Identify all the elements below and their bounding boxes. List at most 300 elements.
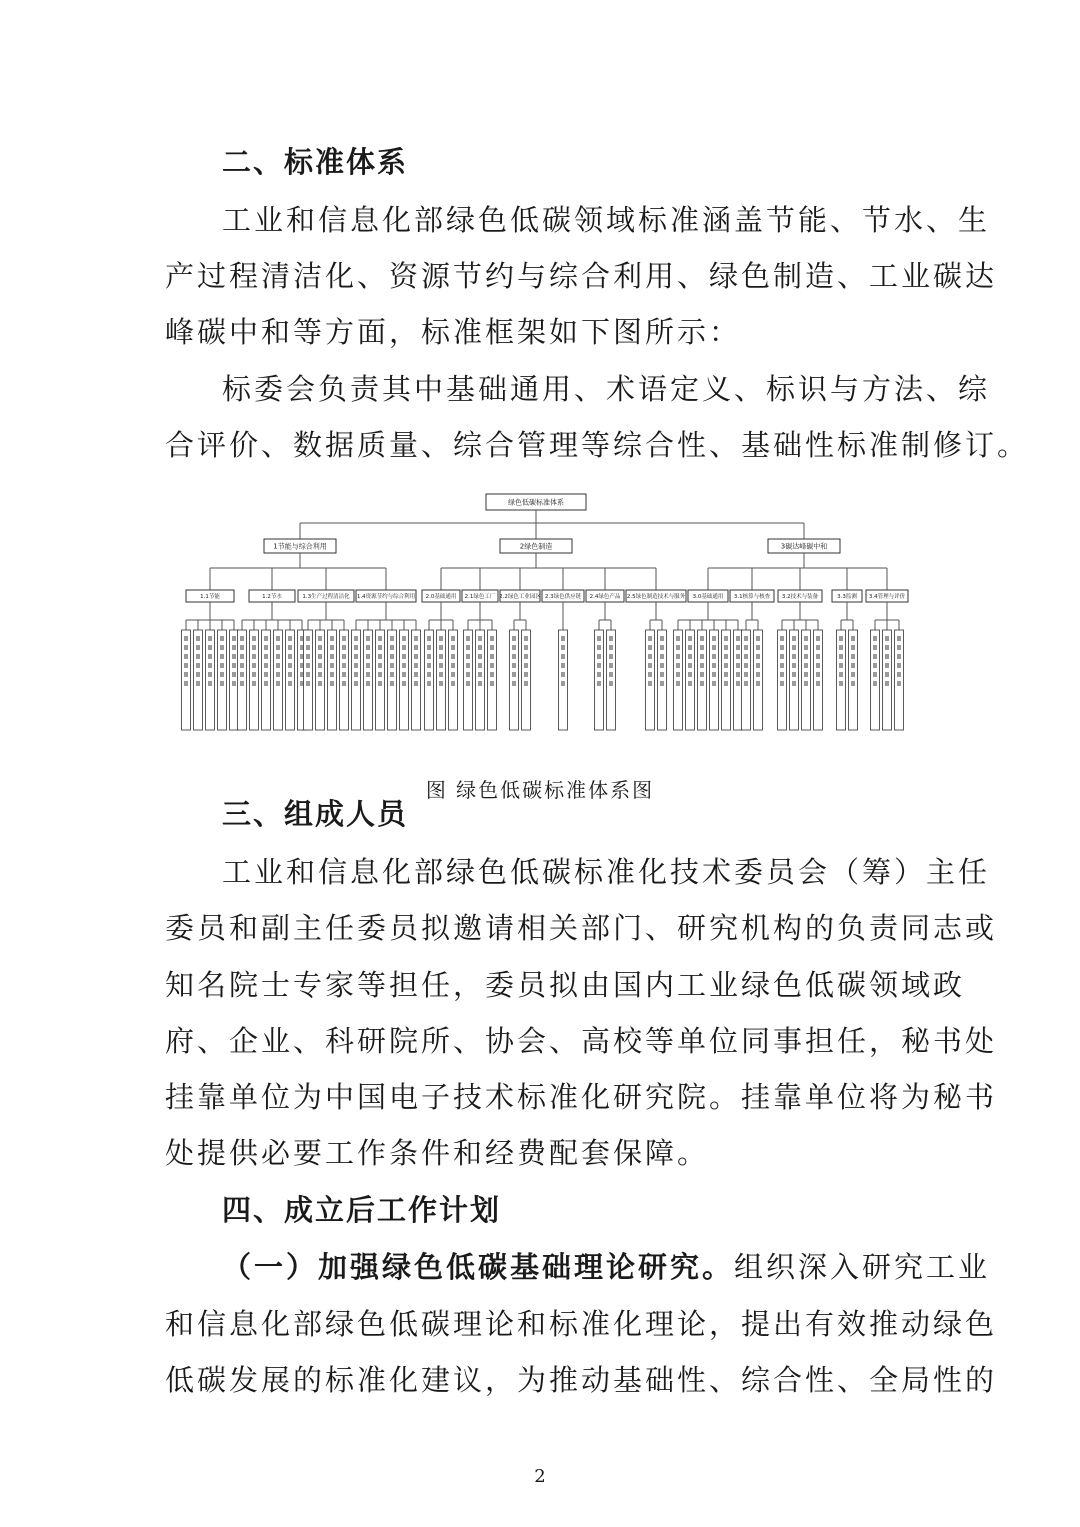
diagram-level3-glyph: [660, 645, 664, 650]
diagram-level3-glyph: [427, 636, 431, 641]
diagram-level3-glyph: [252, 663, 256, 668]
diagram-level3-glyph: [402, 663, 406, 668]
diagram-level3-glyph: [816, 636, 820, 641]
diagram-level3-glyph: [252, 654, 256, 659]
diagram-level3-glyph: [490, 645, 494, 650]
diagram-level3-glyph: [804, 672, 808, 677]
diagram-level3-glyph: [342, 636, 346, 641]
diagram-level3-glyph: [414, 672, 418, 677]
diagram-level2-label: 2.3绿色供应链: [544, 593, 582, 600]
diagram-level3-glyph: [220, 654, 224, 659]
diagram-level3-glyph: [851, 672, 855, 677]
diagram-level3-glyph: [427, 654, 431, 659]
diagram-level3-glyph: [232, 672, 236, 677]
diagram-level3-glyph: [609, 645, 613, 650]
diagram-level3-glyph: [816, 681, 820, 686]
diagram-level2-label: 2.0基础通用: [425, 593, 457, 600]
diagram-level3-glyph: [648, 672, 652, 677]
figure-caption: 图 绿色低碳标准体系图: [425, 778, 655, 802]
diagram-level3-glyph: [378, 654, 382, 659]
diagram-level3-glyph: [252, 681, 256, 686]
diagram-level3-glyph: [240, 636, 244, 641]
diagram-level3-glyph: [744, 681, 748, 686]
diagram-level3-glyph: [378, 636, 382, 641]
diagram-level3-glyph: [439, 654, 443, 659]
diagram-level3-glyph: [276, 645, 280, 650]
diagram-level3-glyph: [700, 663, 704, 668]
diagram-level3-glyph: [524, 645, 528, 650]
diagram-level3-glyph: [688, 681, 692, 686]
page-number: 2: [534, 1466, 546, 1487]
diagram-level3-glyph: [851, 681, 855, 686]
diagram-level3-glyph: [700, 654, 704, 659]
diagram-level3-glyph: [220, 636, 224, 641]
diagram-level3-glyph: [700, 636, 704, 641]
diagram-level3-glyph: [609, 636, 613, 641]
diagram-level3-glyph: [208, 672, 212, 677]
diagram-level3-glyph: [724, 672, 728, 677]
diagram-level3-glyph: [700, 681, 704, 686]
diagram-level3-glyph: [184, 672, 188, 677]
diagram-level3-glyph: [232, 654, 236, 659]
diagram-level3-glyph: [609, 654, 613, 659]
diagram-level3-glyph: [414, 681, 418, 686]
diagram-level3-glyph: [306, 645, 310, 650]
diagram-level3-glyph: [561, 645, 565, 650]
diagram-level3-glyph: [676, 681, 680, 686]
diagram-level3-glyph: [318, 672, 322, 677]
diagram-level3-glyph: [478, 681, 482, 686]
diagram-level3-glyph: [816, 663, 820, 668]
diagram-level3-glyph: [414, 636, 418, 641]
diagram-level3-glyph: [804, 645, 808, 650]
diagram-level3-glyph: [780, 672, 784, 677]
diagram-level3-glyph: [439, 672, 443, 677]
diagram-level3-glyph: [264, 636, 268, 641]
diagram-level3-glyph: [736, 672, 740, 677]
diagram-level3-glyph: [756, 672, 760, 677]
diagram-level3-glyph: [873, 681, 877, 686]
diagram-level2-label: 1.1节能: [200, 593, 220, 600]
diagram-level2-label: 1.4资源节约与综合利用: [356, 593, 416, 600]
diagram-level3-glyph: [288, 672, 292, 677]
item-text: 组织深入研究工业: [734, 1250, 991, 1284]
diagram-level3-glyph: [184, 654, 188, 659]
diagram-level3-glyph: [897, 681, 901, 686]
diagram-level3-glyph: [306, 654, 310, 659]
diagram-level3-glyph: [780, 645, 784, 650]
diagram-level3-glyph: [792, 645, 796, 650]
diagram-level3-glyph: [427, 681, 431, 686]
diagram-level3-glyph: [354, 672, 358, 677]
diagram-level3-glyph: [897, 636, 901, 641]
diagram-level3-glyph: [366, 681, 370, 686]
diagram-level3-glyph: [196, 672, 200, 677]
diagram-level3-glyph: [676, 636, 680, 641]
diagram-level3-glyph: [390, 681, 394, 686]
diagram-level3-glyph: [873, 645, 877, 650]
diagram-level3-glyph: [780, 663, 784, 668]
diagram-level2-label: 2.5绿色制造技术与服务: [626, 593, 686, 600]
diagram-level3-glyph: [724, 663, 728, 668]
diagram-level2-label: 1.2节水: [262, 593, 282, 600]
diagram-level3-glyph: [288, 681, 292, 686]
diagram-level3-glyph: [512, 663, 516, 668]
diagram-level3-glyph: [490, 636, 494, 641]
diagram-level3-glyph: [208, 654, 212, 659]
diagram-level3-glyph: [816, 672, 820, 677]
diagram-level3-glyph: [873, 672, 877, 677]
diagram-level2-label: 3.4管理与评价: [868, 593, 906, 600]
diagram-level3-glyph: [609, 681, 613, 686]
diagram-level3-glyph: [264, 672, 268, 677]
diagram-level3-glyph: [390, 654, 394, 659]
diagram-level3-glyph: [839, 663, 843, 668]
diagram-level3-glyph: [466, 636, 470, 641]
diagram-level3-glyph: [648, 645, 652, 650]
diagram-level3-glyph: [885, 654, 889, 659]
diagram-level3-glyph: [414, 654, 418, 659]
diagram-level3-glyph: [851, 663, 855, 668]
diagram-level3-glyph: [196, 645, 200, 650]
diagram-level3-glyph: [342, 672, 346, 677]
diagram-level3-glyph: [736, 663, 740, 668]
diagram-level3-glyph: [885, 645, 889, 650]
diagram-level3-glyph: [804, 636, 808, 641]
diagram-level3-glyph: [648, 663, 652, 668]
paragraph-line: 挂靠单位为中国电子技术标准化研究院。挂靠单位将为秘书: [165, 1080, 998, 1114]
diagram-level3-glyph: [439, 663, 443, 668]
diagram-level3-glyph: [342, 645, 346, 650]
diagram-level3-glyph: [451, 681, 455, 686]
diagram-level3-glyph: [561, 672, 565, 677]
diagram-level3-glyph: [873, 663, 877, 668]
diagram-level3-glyph: [712, 654, 716, 659]
diagram-level3-glyph: [366, 636, 370, 641]
diagram-level3-glyph: [208, 663, 212, 668]
diagram-level3-glyph: [378, 645, 382, 650]
diagram-level3-glyph: [744, 663, 748, 668]
diagram-level3-glyph: [839, 636, 843, 641]
diagram-level3-glyph: [609, 663, 613, 668]
paragraph-line: [222, 1245, 991, 1286]
diagram-level3-glyph: [676, 654, 680, 659]
diagram-level3-glyph: [792, 636, 796, 641]
diagram-level3-glyph: [288, 636, 292, 641]
diagram-level3-glyph: [561, 681, 565, 686]
diagram-level2-label: 2.1绿色工厂: [464, 593, 496, 600]
diagram-level3-glyph: [354, 663, 358, 668]
diagram-level3-glyph: [232, 663, 236, 668]
diagram-level3-glyph: [561, 663, 565, 668]
diagram-level3-glyph: [816, 654, 820, 659]
diagram-level3-glyph: [439, 645, 443, 650]
diagram-level3-glyph: [402, 672, 406, 677]
section-heading-standard-system: 二、标准体系: [222, 145, 409, 179]
diagram-level3-glyph: [366, 654, 370, 659]
diagram-level3-glyph: [240, 681, 244, 686]
diagram-level3-glyph: [318, 636, 322, 641]
diagram-level3-glyph: [792, 672, 796, 677]
diagram-level3-glyph: [264, 645, 268, 650]
diagram-level3-glyph: [306, 672, 310, 677]
diagram-level3-glyph: [897, 645, 901, 650]
diagram-level3-glyph: [427, 672, 431, 677]
diagram-level3-glyph: [756, 645, 760, 650]
diagram-level3-glyph: [780, 654, 784, 659]
diagram-level3-glyph: [597, 681, 601, 686]
diagram-level3-glyph: [724, 636, 728, 641]
diagram-level3-glyph: [330, 663, 334, 668]
diagram-level3-glyph: [276, 636, 280, 641]
diagram-level3-glyph: [220, 681, 224, 686]
diagram-level3-glyph: [366, 645, 370, 650]
diagram-level3-glyph: [660, 672, 664, 677]
diagram-level3-glyph: [688, 636, 692, 641]
diagram-level3-glyph: [402, 681, 406, 686]
diagram-level3-glyph: [402, 645, 406, 650]
diagram-level3-glyph: [330, 654, 334, 659]
diagram-level3-glyph: [318, 663, 322, 668]
diagram-level3-glyph: [276, 681, 280, 686]
diagram-level3-glyph: [478, 672, 482, 677]
diagram-level3-glyph: [897, 654, 901, 659]
diagram-level3-glyph: [451, 663, 455, 668]
diagram-level3-glyph: [490, 681, 494, 686]
diagram-level3-glyph: [736, 681, 740, 686]
paragraph-line: 峰碳中和等方面，标准框架如下图所示：: [165, 315, 742, 349]
diagram-level3-glyph: [240, 672, 244, 677]
diagram-level3-glyph: [744, 636, 748, 641]
diagram-level3-glyph: [648, 681, 652, 686]
diagram-level3-glyph: [524, 681, 528, 686]
diagram-level3-glyph: [804, 654, 808, 659]
diagram-level1-label: 1节能与综合利用: [273, 542, 327, 551]
diagram-level3-glyph: [700, 645, 704, 650]
diagram-level3-glyph: [792, 654, 796, 659]
diagram-level3-glyph: [597, 663, 601, 668]
paragraph-line: 委员和副主任委员拟邀请相关部门、研究机构的负责同志或: [165, 911, 998, 945]
diagram-level3-glyph: [780, 636, 784, 641]
diagram-level3-glyph: [885, 672, 889, 677]
diagram-level3-glyph: [660, 636, 664, 641]
paragraph-line: 工业和信息化部绿色低碳标准化技术委员会（筹）主任: [222, 855, 991, 889]
diagram-level3-glyph: [597, 654, 601, 659]
diagram-root-label: 绿色低碳标准体系: [508, 498, 564, 507]
diagram-level3-glyph: [897, 672, 901, 677]
diagram-level3-glyph: [240, 645, 244, 650]
diagram-level2-label: 3.3监测: [837, 593, 857, 600]
diagram-level3-glyph: [220, 645, 224, 650]
diagram-level3-glyph: [512, 654, 516, 659]
paragraph-line: 知名院士专家等担任，委员拟由国内工业绿色低碳领域政: [165, 968, 966, 1002]
diagram-level3-glyph: [414, 645, 418, 650]
diagram-level3-glyph: [232, 681, 236, 686]
diagram-level3-glyph: [232, 645, 236, 650]
diagram-level3-glyph: [851, 645, 855, 650]
diagram-level3-glyph: [184, 645, 188, 650]
diagram-level3-glyph: [851, 654, 855, 659]
diagram-level3-glyph: [839, 672, 843, 677]
diagram-level3-glyph: [318, 681, 322, 686]
diagram-level3-glyph: [804, 681, 808, 686]
diagram-level3-glyph: [780, 681, 784, 686]
diagram-level3-glyph: [390, 636, 394, 641]
diagram-level3-glyph: [512, 672, 516, 677]
diagram-level3-glyph: [478, 663, 482, 668]
diagram-level3-glyph: [873, 654, 877, 659]
diagram-level3-glyph: [712, 663, 716, 668]
diagram-level3-glyph: [736, 636, 740, 641]
diagram-level3-glyph: [688, 645, 692, 650]
diagram-level3-glyph: [478, 645, 482, 650]
diagram-level3-glyph: [597, 636, 601, 641]
diagram-level3-glyph: [724, 654, 728, 659]
diagram-level3-glyph: [524, 636, 528, 641]
diagram-level3-glyph: [330, 636, 334, 641]
diagram-level3-glyph: [676, 663, 680, 668]
diagram-level3-glyph: [712, 645, 716, 650]
diagram-level3-glyph: [451, 636, 455, 641]
diagram-level2-label: 2.2绿色工业园区: [499, 593, 541, 600]
diagram-level3-glyph: [688, 672, 692, 677]
diagram-level3-glyph: [184, 636, 188, 641]
diagram-level3-glyph: [354, 645, 358, 650]
diagram-level3-glyph: [700, 672, 704, 677]
diagram-level3-glyph: [792, 663, 796, 668]
paragraph-line: 工业和信息化部绿色低碳领域标准涵盖节能、节水、生: [222, 203, 991, 237]
diagram-level3-glyph: [660, 654, 664, 659]
section-heading-members: 三、组成人员: [222, 797, 409, 831]
diagram-level3-glyph: [660, 663, 664, 668]
diagram-level2-label: 3.2技术与装备: [781, 593, 819, 600]
diagram-level3-glyph: [851, 636, 855, 641]
diagram-level3-glyph: [264, 654, 268, 659]
diagram-level1-label: 3碳达峰碳中和: [780, 542, 828, 551]
diagram-level3-glyph: [490, 672, 494, 677]
diagram-level3-glyph: [524, 654, 528, 659]
diagram-level1-label: 2绿色制造: [519, 542, 553, 551]
diagram-level3-glyph: [402, 654, 406, 659]
diagram-level3-glyph: [342, 681, 346, 686]
diagram-level3-glyph: [744, 645, 748, 650]
diagram-level3-glyph: [561, 636, 565, 641]
diagram-level3-glyph: [490, 654, 494, 659]
diagram-level3-glyph: [744, 654, 748, 659]
diagram-level3-glyph: [390, 672, 394, 677]
paragraph-line: 和信息化部绿色低碳理论和标准化理论，提出有效推动绿色: [165, 1307, 998, 1341]
diagram-level3-glyph: [756, 636, 760, 641]
diagram-level3-glyph: [276, 663, 280, 668]
diagram-level3-glyph: [306, 681, 310, 686]
diagram-level3-glyph: [354, 636, 358, 641]
diagram-level3-glyph: [330, 681, 334, 686]
diagram-level3-glyph: [512, 681, 516, 686]
diagram-level3-glyph: [466, 645, 470, 650]
diagram-level3-glyph: [724, 645, 728, 650]
diagram-level2-label: 3.0基础通用: [692, 593, 724, 600]
diagram-level3-glyph: [366, 672, 370, 677]
diagram-level3-glyph: [839, 681, 843, 686]
diagram-level3-glyph: [660, 681, 664, 686]
diagram-level3-glyph: [366, 663, 370, 668]
diagram-level3-glyph: [512, 645, 516, 650]
diagram-level3-glyph: [466, 672, 470, 677]
diagram-level3-glyph: [220, 672, 224, 677]
diagram-level3-glyph: [885, 681, 889, 686]
diagram-level3-glyph: [288, 645, 292, 650]
diagram-level3-glyph: [354, 654, 358, 659]
diagram-level3-glyph: [390, 663, 394, 668]
diagram-level3-glyph: [184, 681, 188, 686]
diagram-level3-glyph: [676, 645, 680, 650]
diagram-level3-glyph: [897, 663, 901, 668]
diagram-level3-glyph: [466, 681, 470, 686]
diagram-level3-glyph: [439, 636, 443, 641]
diagram-level3-glyph: [839, 645, 843, 650]
diagram-level3-glyph: [609, 672, 613, 677]
diagram-level3-glyph: [240, 663, 244, 668]
diagram-level3-glyph: [252, 645, 256, 650]
diagram-level3-glyph: [524, 672, 528, 677]
diagram-level3-glyph: [354, 681, 358, 686]
diagram-level3-glyph: [885, 636, 889, 641]
diagram-level3-glyph: [264, 681, 268, 686]
diagram-level3-glyph: [208, 636, 212, 641]
diagram-level3-glyph: [427, 645, 431, 650]
diagram-level3-glyph: [597, 645, 601, 650]
diagram-level3-glyph: [439, 681, 443, 686]
diagram-level3-glyph: [648, 654, 652, 659]
diagram-level3-glyph: [478, 654, 482, 659]
diagram-level3-glyph: [196, 636, 200, 641]
diagram-level3-glyph: [184, 663, 188, 668]
paragraph-line: 标委会负责其中基础通用、术语定义、标识与方法、综: [222, 372, 991, 406]
diagram-level3-glyph: [524, 663, 528, 668]
diagram-level3-glyph: [252, 636, 256, 641]
diagram-level3-glyph: [288, 663, 292, 668]
diagram-level3-glyph: [451, 672, 455, 677]
diagram-level3-glyph: [196, 681, 200, 686]
diagram-level3-glyph: [676, 672, 680, 677]
paragraph-line: 处提供必要工作条件和经费配套保障。: [165, 1136, 710, 1170]
diagram-level3-glyph: [378, 672, 382, 677]
diagram-level3-glyph: [816, 645, 820, 650]
diagram-level3-glyph: [342, 663, 346, 668]
diagram-level3-glyph: [276, 672, 280, 677]
paragraph-line: 合评价、数据质量、综合管理等综合性、基础性标准制修订。: [165, 428, 1030, 462]
diagram-level3-glyph: [756, 663, 760, 668]
diagram-level3-glyph: [378, 663, 382, 668]
diagram-level3-glyph: [466, 663, 470, 668]
diagram-level3-glyph: [561, 654, 565, 659]
diagram-level3-glyph: [240, 654, 244, 659]
diagram-level2-label: 2.4绿色产品: [589, 593, 621, 600]
diagram-level3-glyph: [712, 636, 716, 641]
diagram-level3-glyph: [756, 654, 760, 659]
diagram-level3-glyph: [490, 663, 494, 668]
diagram-level3-glyph: [688, 654, 692, 659]
diagram-level3-glyph: [712, 672, 716, 677]
diagram-level3-glyph: [196, 654, 200, 659]
diagram-level3-glyph: [252, 672, 256, 677]
diagram-level3-glyph: [648, 636, 652, 641]
diagram-level3-glyph: [378, 681, 382, 686]
diagram-level3-glyph: [288, 654, 292, 659]
diagram-level3-glyph: [427, 663, 431, 668]
diagram-level3-glyph: [512, 636, 516, 641]
diagram-level3-glyph: [402, 636, 406, 641]
